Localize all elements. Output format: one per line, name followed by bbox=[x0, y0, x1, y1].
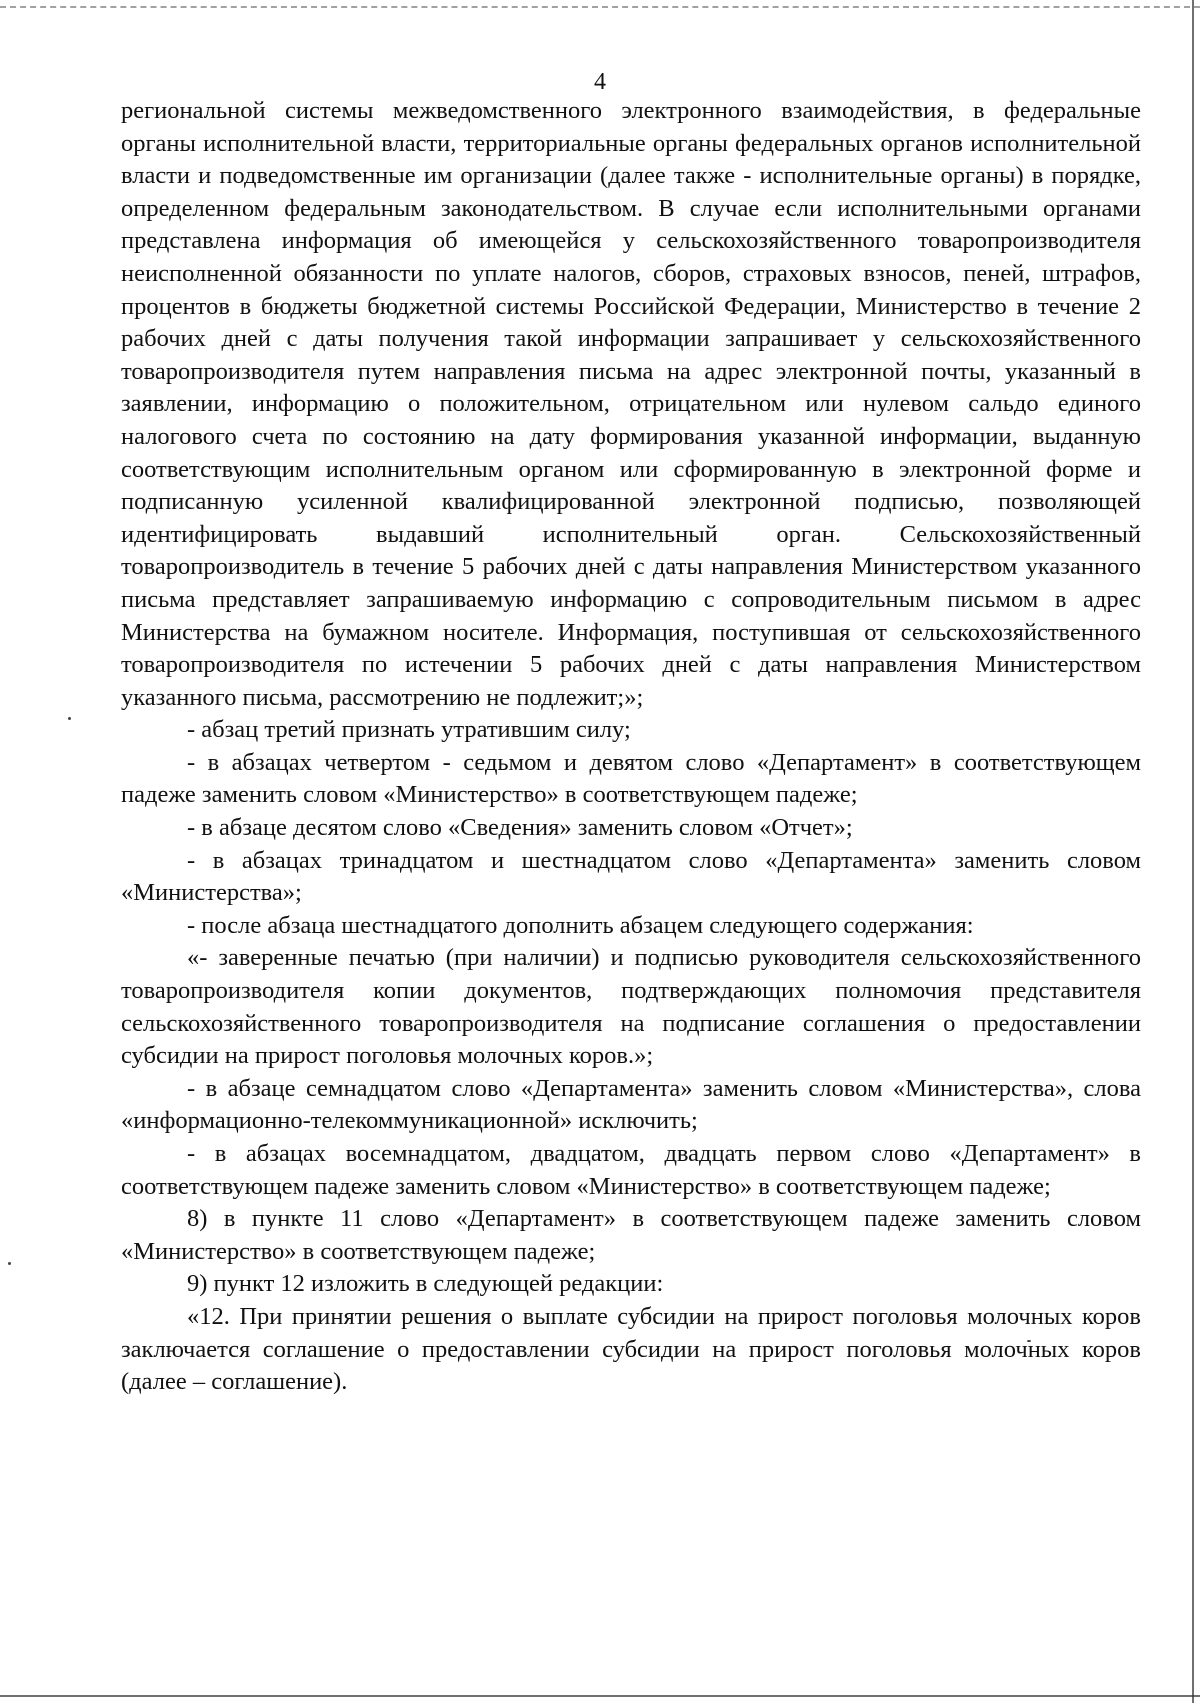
paragraph-abzac-18-21: - в абзацах восемнадцатом, двадцатом, двадцать первом слово «Департамент» в соответствующем падеже заменить словом «Министерство» в соответствующем падеже; bbox=[121, 1140, 1141, 1200]
paragraph-abzac-4-7-9: - в абзацах четвертом - седьмом и девятом слово «Департамент» в соответствующем падеже заменить словом «Министерство» в соответствующем падеже; bbox=[121, 748, 1141, 809]
paragraph-abzac-17: - в абзаце семнадцатом слово «Департамента» заменить словом «Министерства», слова «информационно-телекоммуникационной» исключить; bbox=[121, 1074, 1141, 1135]
scan-edge-top bbox=[0, 6, 1200, 8]
paragraph-item-12: «12. При принятии решения о выплате субсидии на прирост поголовья молочных коров заключается соглашение о предоставлении субсидии на прирост поголовья молочных коров (далее – соглашение). bbox=[121, 1302, 1141, 1396]
paragraph-abzac-3: - абзац третий признать утратившим силу; bbox=[187, 716, 631, 744]
paragraph-abzac-13-16: - в абзацах тринадцатом и шестнадцатом слово «Департамента» заменить словом «Министерства»; bbox=[121, 846, 1141, 907]
scan-edge-right bbox=[1192, 0, 1194, 1703]
paragraph-item-9: 9) пункт 12 изложить в следующей редакции: bbox=[187, 1270, 664, 1298]
scan-edge-bottom bbox=[0, 1695, 1200, 1697]
page-number: 4 bbox=[594, 69, 606, 95]
paragraph-continuation: региональной системы межведомственного электронного взаимодействия, в федеральные органы исполнительной власти, территориальные органы федеральных органов исполнительной власти и подведомственные им организации (далее также - исполнительные органы) в порядке, определенном федеральным законодательством. В случае если исполнительными органами представлена информация об имеющейся у сельскохозяйственного товаропроизводителя неисполненной обязанности по уплате налогов, сборов, страховых взносов, пеней, штрафов, процентов в бюджеты бюджетной системы Российской Федерации, Министерство в течение 2 рабочих дней с даты получения такой информации запрашивает у сельскохозяйственного товаропроизводителя путем направления письма на адрес электронной почты, указанный в заявлении, информацию о положительном, отрицательном или нулевом сальдо единого налогового счета по состоянию на дату формирования указанной информации, выданную соответствующим исполнительным органом или сформированную в электронной форме и подписанную усиленной квалифицированной электронной подписью, позволяющей идентифицировать выдавший исполнительный орган. Сельскохозяйственный товаропроизводитель в течение 5 рабочих дней с даты направления Министерством указанного письма представляет запрашиваемую информацию с сопроводительным письмом в адрес Министерства на бумажном носителе. Информация, поступившая от сельскохозяйственного товаропроизводителя по истечении 5 рабочих дней с даты направления Министерством указанного письма, рассмотрению не подлежит;»; bbox=[121, 97, 1141, 711]
paragraph-new-abzac: «- заверенные печатью (при наличии) и подписью руководителя сельскохозяйственного товаропроизводителя копии документов, подтверждающих полномочия представителя сельскохозяйственного товаропроизводителя на подписание соглашения о предоставлении субсидии на прирост поголовья молочных коров.»; bbox=[121, 944, 1141, 1070]
paragraph-after-16: - после абзаца шестнадцатого дополнить абзацем следующего содержания: bbox=[187, 911, 974, 939]
paragraph-abzac-10: - в абзаце десятом слово «Сведения» заменить словом «Отчет»; bbox=[187, 814, 853, 842]
scan-speck bbox=[68, 717, 71, 720]
paragraph-item-8: 8) в пункте 11 слово «Департамент» в соответствующем падеже заменить словом «Министерство» в соответствующем падеже; bbox=[121, 1205, 1141, 1265]
scan-speck bbox=[8, 1262, 11, 1265]
document-body bbox=[121, 95, 1141, 1399]
